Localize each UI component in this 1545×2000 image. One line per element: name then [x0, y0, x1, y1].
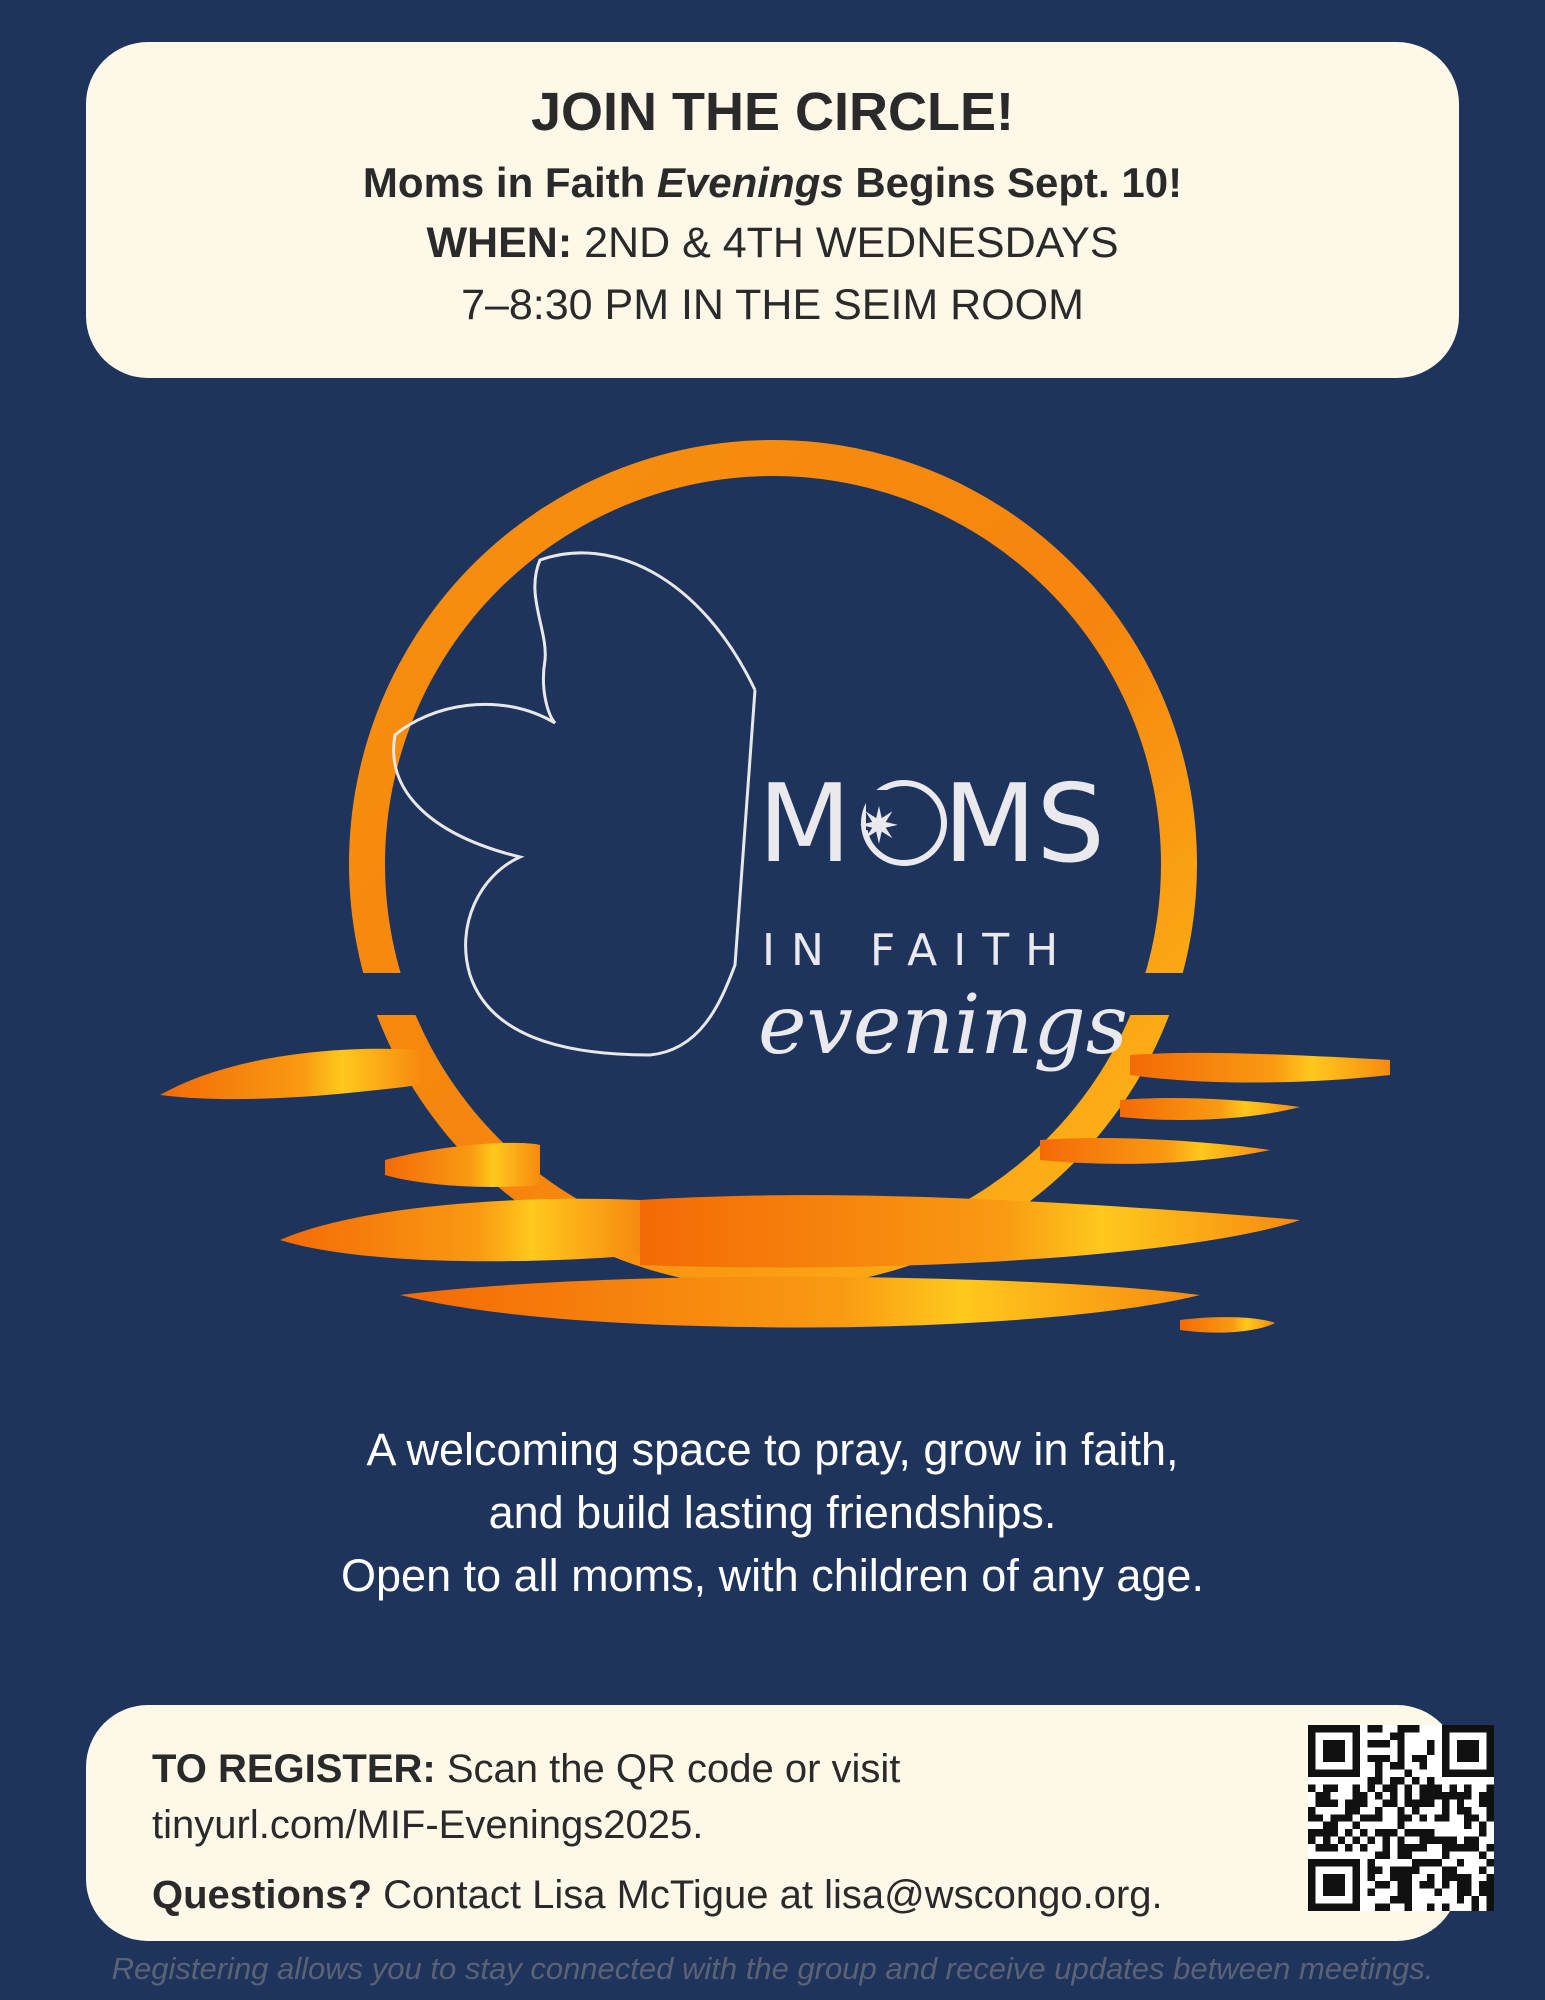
time-place: 7–8:30 PM IN THE SEIM ROOM [461, 281, 1084, 330]
header-card [86, 42, 1459, 378]
logo-word-evenings: evenings [758, 978, 1128, 1073]
questions-line [152, 1873, 1163, 1918]
subhead [86, 157, 1459, 210]
logo-word-in-faith: IN FAITH [762, 925, 1075, 976]
register-card [86, 1705, 1459, 1941]
subhead-pre: Moms in Faith [362, 158, 657, 206]
subhead-emphasis: Evenings [656, 158, 844, 206]
footnote: Registering allows you to stay connected with the group and receive updates between meetings. [111, 1951, 1434, 1986]
questions-label: Questions? [152, 1873, 373, 1917]
register-url[interactable]: tinyurl.com/MIF-Evenings2025. [152, 1803, 704, 1847]
when-value: 2ND & 4TH WEDNESDAYS [572, 219, 1119, 268]
description-line-3: Open to all moms, with children of any age. [341, 1550, 1204, 1601]
register-label: TO REGISTER: [152, 1747, 436, 1791]
headline: JOIN THE CIRCLE! [530, 82, 1015, 142]
questions-contact: Contact Lisa McTigue at lisa@wscongo.org. [372, 1873, 1163, 1917]
subhead-post: Begins Sept. 10! [843, 158, 1183, 206]
logo-word-moms: M MS [758, 762, 1105, 887]
svg-text:✷: ✷ [858, 797, 900, 855]
when-line [86, 217, 1459, 271]
register-instruction: Scan the QR code or visit [435, 1747, 901, 1791]
when-label: WHEN: [426, 219, 573, 268]
description-line-2: and build lasting friendships. [488, 1487, 1057, 1538]
register-text [152, 1741, 1212, 1853]
description-line-1: A welcoming space to pray, grow in faith, [366, 1424, 1179, 1475]
butterfly-sunset-logo [0, 395, 1545, 1370]
description [0, 1418, 1545, 1607]
qr-code-icon[interactable] [1308, 1725, 1494, 1911]
